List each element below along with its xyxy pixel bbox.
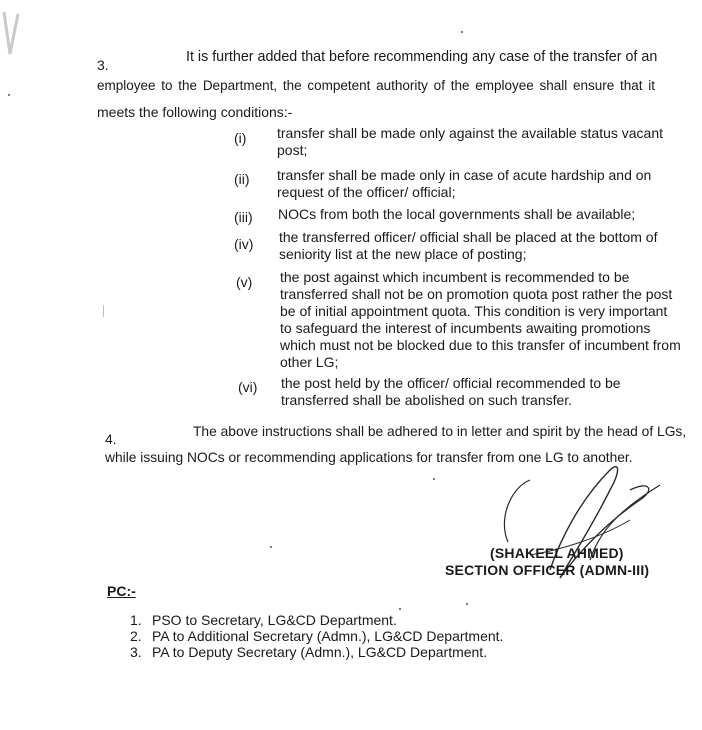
condition-num: (v) xyxy=(236,274,253,290)
condition-text: NOCs from both the local governments shall be available; xyxy=(278,206,636,222)
scan-speck xyxy=(466,603,468,605)
condition-num: (vi) xyxy=(238,379,258,395)
scan-speck xyxy=(103,305,104,317)
scan-smudge xyxy=(2,8,20,58)
condition-text: transfer shall be made only in case of acute hardship and on request of the officer/ official; xyxy=(277,167,652,200)
para4-line1: The above instructions shall be adhered to in letter and spirit by the head of LGs, xyxy=(193,424,687,439)
signatory-designation: SECTION OFFICER (ADMN-III) xyxy=(445,562,650,578)
condition-num: (i) xyxy=(234,130,247,146)
pc-item-text: PA to Additional Secretary (Admn.), LG&CD Department. xyxy=(152,628,504,644)
pc-item-num: 2. xyxy=(130,628,142,644)
para3-number: 3. xyxy=(97,57,109,73)
signatory-name: (SHAKEEL AHMED) xyxy=(490,545,624,561)
pc-label: PC:- xyxy=(107,583,136,599)
condition-text: the post held by the officer/ official recommended to be transferred shall be abolished on such transfer. xyxy=(281,375,621,408)
pc-item-text: PSO to Secretary, LG&CD Department. xyxy=(152,612,397,628)
pc-item-text: PA to Deputy Secretary (Admn.), LG&CD Department. xyxy=(152,644,488,660)
scan-speck xyxy=(8,94,10,96)
pc-item-num: 1. xyxy=(130,612,142,628)
list-item xyxy=(130,628,503,644)
para3-line3: meets the following conditions:- xyxy=(97,104,293,120)
para3-line1: It is further added that before recommending any case of the transfer of an xyxy=(186,49,658,65)
para4-line2: while issuing NOCs or recommending applications for transfer from one LG to another. xyxy=(105,450,633,465)
condition-num: (ii) xyxy=(234,171,250,187)
scan-speck xyxy=(461,31,463,33)
pc-list xyxy=(130,612,503,660)
para3-line2: employee to the Department, the competent authority of the employee shall ensure that it xyxy=(97,78,656,93)
scan-speck xyxy=(433,478,435,480)
condition-text: transfer shall be made only against the available status vacant post; xyxy=(277,125,664,158)
scan-speck xyxy=(270,546,272,548)
list-item xyxy=(130,644,503,660)
pc-item-num: 3. xyxy=(130,644,142,660)
condition-text: the post against which incumbent is recommended to be transferred shall not be on promotion quota post rather the post be of initial appointment quota. This condition is very important to safeguard the interest of incumbents awaiting promotions which must not be blocked due to this transfer of incumbent from other LG; xyxy=(280,269,681,370)
scan-speck xyxy=(399,608,401,610)
list-item xyxy=(130,612,503,628)
para4-number: 4. xyxy=(105,431,117,447)
condition-text: the transferred officer/ official shall be placed at the bottom of seniority list at the new place of posting; xyxy=(279,229,658,262)
condition-num: (iii) xyxy=(234,209,253,225)
condition-num: (iv) xyxy=(234,236,254,252)
